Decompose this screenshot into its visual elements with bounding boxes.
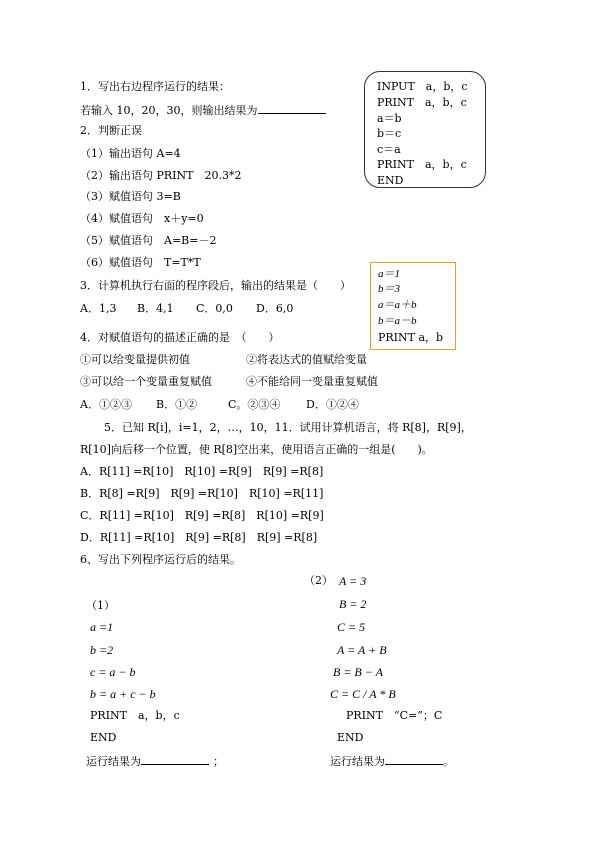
q6-p1-result-label: 运行结果为 <box>86 755 141 768</box>
q1-program-line: a＝b <box>377 112 402 125</box>
q1-prompt-text: 若输入 10，20，30，则输出结果为 <box>80 104 258 117</box>
q5-option-d[interactable]: D．R[11] =R[10] R[9] =R[8] R[9] =R[8] <box>80 531 318 544</box>
q4-option-a[interactable]: A．①②③ <box>80 398 132 411</box>
q6-p2-line: A = 3 <box>339 574 367 588</box>
q1-answer-blank[interactable] <box>258 102 326 114</box>
q6-p2-line: B = 2 <box>339 597 367 611</box>
q6-p1-label: （1） <box>86 599 115 612</box>
q3-program-line: a＝1 <box>378 268 400 280</box>
q3-program-line: b＝3 <box>378 283 400 295</box>
q4-statement: ④不能给同一变量重复赋值 <box>246 375 378 388</box>
q5-option-a[interactable]: A．R[11] =R[10] R[10] =R[9] R[9] =R[8] <box>80 465 324 478</box>
q6-p1-line: a =1 <box>90 620 114 634</box>
q6-title: 6、写出下列程序运行后的结果。 <box>80 553 241 566</box>
q6-p2-result <box>330 753 454 769</box>
q5-option-b[interactable]: B．R[8] =R[9] R[9] =R[10] R[10] =R[11] <box>80 487 324 500</box>
q6-p2-end: END <box>337 731 364 744</box>
q3-option-c[interactable]: C．0,0 <box>196 302 233 315</box>
q6-p2-label: （2） <box>304 574 333 587</box>
q4-title: 4．对赋值语句的描述正确的是 （ ） <box>80 331 280 344</box>
q6-p1-line: c = a − b <box>90 665 136 679</box>
q2-item: （6）赋值语句 T=T*T <box>80 256 201 269</box>
q4-option-b[interactable]: B．①② <box>156 398 198 411</box>
q6-p2-result-label: 运行结果为 <box>330 755 385 768</box>
q4-option-c[interactable]: C。②③④ <box>228 398 281 411</box>
q6-p1-result-end: ； <box>213 755 224 768</box>
q6-p2-result-end: 。 <box>443 755 454 768</box>
q6-p2-line: C = 5 <box>337 620 366 634</box>
q6-p1-print: PRINT a，b，c <box>90 709 180 722</box>
q2-item: （5）赋值语句 A=B=－2 <box>80 234 217 247</box>
q5-option-c[interactable]: C．R[11] =R[10] R[9] =R[8] R[10] =R[9] <box>80 509 324 522</box>
q6-p2-print: PRINT “C=”；C <box>346 709 443 722</box>
q6-p2-line: A = A + B <box>337 643 387 657</box>
q5-line1: 5．已知 R[i]，i=1，2，…，10，11．试用计算机语言，将 R[8]，R[9]， <box>104 421 472 434</box>
q2-item: （4）赋值语句 x＋y=0 <box>80 212 204 225</box>
q6-p1-result <box>86 753 224 769</box>
q6-p2-line: C = C / A * B <box>330 687 396 701</box>
q1-program-line: PRINT a，b，c <box>377 96 467 109</box>
q6-p1-answer-blank[interactable] <box>141 753 209 765</box>
q2-item: （3）赋值语句 3=B <box>80 190 181 203</box>
q4-option-d[interactable]: D．①②④ <box>306 398 359 411</box>
q6-p2-answer-blank[interactable] <box>385 753 443 765</box>
q1-program-line: INPUT a，b，c <box>377 80 468 93</box>
q3-title: 3．计算机执行右面的程序段后，输出的结果是（ ） <box>80 279 351 292</box>
q3-option-d[interactable]: D．6,0 <box>256 302 294 315</box>
q2-item: （2）输出语句 PRINT 20.3*2 <box>80 169 242 182</box>
q3-option-a[interactable]: A．1,3 <box>80 302 117 315</box>
q6-p1-line: b = a + c − b <box>90 687 156 701</box>
q3-program-line: a＝a＋b <box>378 299 417 311</box>
q4-statement: ③可以给一个变量重复赋值 <box>80 375 212 388</box>
q6-p1-end: END <box>90 731 117 744</box>
q3-program-line: b＝a－b <box>378 315 417 327</box>
q5-line2: R[10]向后移一个位置，使 R[8]空出来，使用语言正确的一组是( )。 <box>80 443 433 456</box>
q4-statement: ②将表达式的值赋给变量 <box>246 353 367 366</box>
q1-program-line: PRINT a，b，c <box>377 158 467 171</box>
q6-p1-line: b =2 <box>90 643 114 657</box>
q2-item: （1）输出语句 A=4 <box>80 147 181 160</box>
q1-program-line: b＝c <box>377 127 402 140</box>
q4-statement: ①可以给变量提供初值 <box>80 353 190 366</box>
q1-program-line: END <box>377 174 404 187</box>
q3-program-line: PRINT a，b <box>378 331 444 344</box>
q1-program-box <box>364 71 486 188</box>
q1-program-line: c＝a <box>377 143 401 156</box>
q1-title: 1．写出右边程序运行的结果： <box>80 80 230 93</box>
q1-prompt <box>80 102 326 118</box>
q6-p2-line: B = B − A <box>333 665 383 679</box>
q2-title: 2．判断正误 <box>80 124 142 137</box>
q3-option-b[interactable]: B．4,1 <box>137 302 174 315</box>
q3-program-box <box>370 262 456 350</box>
